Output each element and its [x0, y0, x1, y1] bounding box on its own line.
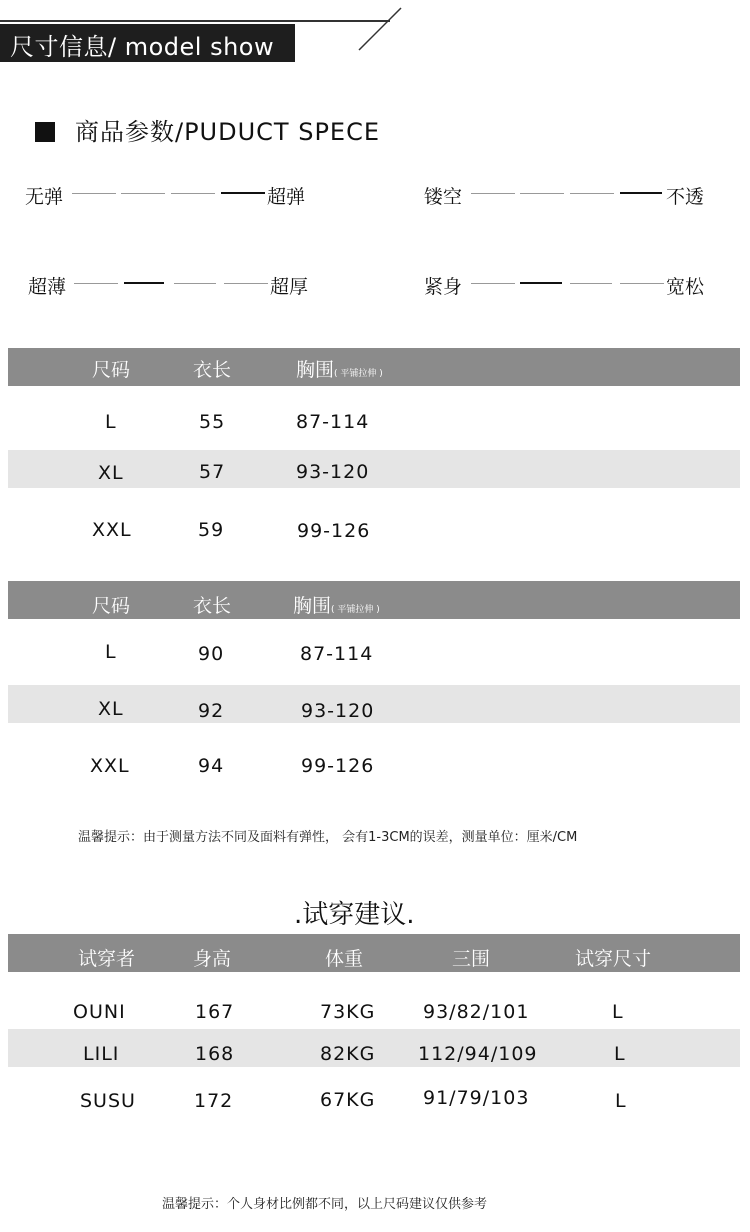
scale-right-label: 不透	[666, 186, 705, 208]
cell-tester: LILI	[83, 1043, 120, 1065]
header-height: 身高	[193, 948, 232, 970]
cell-length: 92	[198, 700, 225, 722]
scale-segment	[471, 193, 515, 194]
scale-segment	[471, 283, 515, 284]
cell-weight: 67KG	[320, 1089, 376, 1111]
scale-segment	[121, 193, 165, 194]
cell-size: XL	[98, 462, 124, 484]
try-on-title: .试穿建议.	[294, 900, 415, 930]
scale-segment	[570, 193, 614, 194]
cell-weight: 82KG	[320, 1043, 376, 1065]
header-size: 尺码	[92, 595, 131, 617]
cell-length: 90	[198, 643, 225, 665]
header-measurements: 三围	[452, 948, 491, 970]
section-title-text: 商品参数/PUDUCT SPECE	[75, 118, 381, 146]
scale-segment-selected	[124, 282, 164, 284]
header-chest-label: 胸围	[296, 359, 335, 381]
cell-size: L	[105, 411, 117, 433]
footer-note: 温馨提示：个人身材比例都不同，以上尺码建议仅供参考	[162, 1197, 488, 1212]
scale-segment-selected	[520, 282, 562, 284]
cell-length: 94	[198, 755, 225, 777]
header-rule	[0, 20, 390, 22]
scale-right-label: 超弹	[267, 186, 306, 208]
cell-chest: 93-120	[296, 461, 370, 483]
scale-segment-selected	[620, 192, 662, 194]
scale-segment-selected	[221, 192, 265, 194]
scale-segment	[174, 283, 216, 284]
cell-size: L	[105, 641, 117, 663]
cell-chest: 87-114	[300, 643, 374, 665]
header-size: 尺码	[92, 359, 131, 381]
cell-size: XXL	[92, 519, 132, 541]
cell-length: 55	[199, 411, 226, 433]
cell-measurements: 91/79/103	[423, 1087, 530, 1109]
section-title	[35, 112, 380, 147]
scale-segment	[74, 283, 118, 284]
cell-size: XL	[98, 698, 124, 720]
cell-chest: 87-114	[296, 411, 370, 433]
scale-right-label: 宽松	[666, 276, 705, 298]
cell-measurements: 93/82/101	[423, 1001, 530, 1023]
scale-segment	[520, 193, 564, 194]
cell-height: 172	[194, 1090, 234, 1112]
cell-height: 168	[195, 1043, 235, 1065]
cell-try-size: L	[615, 1090, 627, 1112]
scale-segment	[224, 283, 268, 284]
header-tester: 试穿者	[78, 948, 136, 970]
header-chest	[293, 591, 380, 618]
measure-note: 温馨提示：由于测量方法不同及面料有弹性， 会有1-3CM的误差，测量单位：厘米/CM	[78, 830, 578, 845]
scale-segment	[171, 193, 215, 194]
scale-left-label: 镂空	[424, 186, 463, 208]
scale-right-label: 超厚	[270, 276, 309, 298]
scale-left-label: 超薄	[28, 276, 67, 298]
header-length: 衣长	[193, 359, 232, 381]
header-try-size: 试穿尺寸	[575, 948, 652, 970]
header-slash-decoration	[355, 6, 405, 52]
scale-segment	[620, 283, 664, 284]
scale-segment	[570, 283, 612, 284]
header-chest-note: ( 平铺拉伸 )	[334, 369, 383, 379]
cell-chest: 99-126	[301, 755, 375, 777]
header-weight: 体重	[325, 948, 364, 970]
cell-chest: 93-120	[301, 700, 375, 722]
cell-try-size: L	[612, 1001, 624, 1023]
cell-measurements: 112/94/109	[418, 1043, 538, 1065]
header-chest	[296, 355, 383, 382]
header-title: 尺寸信息/ model show	[10, 33, 275, 61]
square-bullet-icon	[35, 122, 55, 142]
header-chest-note: ( 平铺拉伸 )	[331, 605, 380, 615]
cell-tester: OUNI	[73, 1001, 126, 1023]
cell-tester: SUSU	[80, 1090, 136, 1112]
cell-chest: 99-126	[297, 520, 371, 542]
cell-try-size: L	[614, 1043, 626, 1065]
header-chest-label: 胸围	[293, 595, 332, 617]
header-length: 衣长	[193, 595, 232, 617]
cell-size: XXL	[90, 755, 130, 777]
scale-left-label: 紧身	[424, 276, 463, 298]
scale-left-label: 无弹	[25, 186, 64, 208]
cell-weight: 73KG	[320, 1001, 376, 1023]
cell-height: 167	[195, 1001, 235, 1023]
cell-length: 59	[198, 519, 225, 541]
scale-segment	[72, 193, 116, 194]
cell-length: 57	[199, 461, 226, 483]
